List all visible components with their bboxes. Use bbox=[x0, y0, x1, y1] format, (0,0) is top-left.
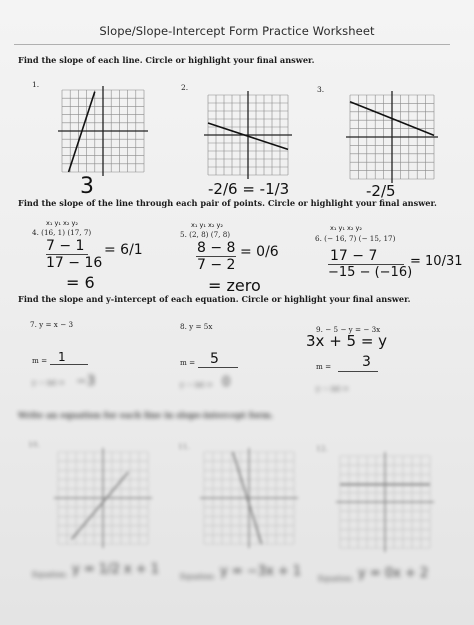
problem-10-number: 10. bbox=[28, 440, 40, 449]
problem-11-number: 11. bbox=[178, 442, 190, 451]
problem-5-number: 5. bbox=[180, 230, 187, 239]
problem-9-yint-label: y − int = bbox=[316, 384, 349, 393]
worksheet-title: Slope/Slope-Intercept Form Practice Worksheet bbox=[99, 24, 375, 38]
problem-7-number: 7. bbox=[30, 320, 37, 329]
problem-10-graph bbox=[58, 452, 148, 544]
problem-5-point-labels: x₁ y₁ x₂ y₂ bbox=[191, 221, 224, 229]
problem-8-equation: y = 5x bbox=[189, 322, 213, 331]
problem-12-equation-label: Equation: bbox=[318, 574, 354, 583]
problem-9-equation: − 5 − y = − 3x bbox=[325, 325, 381, 334]
problem-6-number: 6. bbox=[315, 234, 322, 243]
section1-instruction: Find the slope of each line. Circle or highlight your final answer. bbox=[18, 55, 315, 65]
problem-5-work-denominator: 7 − 2 bbox=[197, 257, 236, 273]
problem-4-prompt bbox=[32, 228, 91, 237]
problem-7-prompt bbox=[30, 320, 73, 329]
problem-8-yint-value: 0 bbox=[222, 375, 231, 390]
problem-5-equals: = 0/6 bbox=[240, 244, 279, 260]
section3-instruction: Find the slope and y-intercept of each equation. Circle or highlight your final answer. bbox=[18, 294, 411, 304]
section4-instruction: Write an equation for each line in slope-intercept form. bbox=[18, 410, 274, 420]
problem-7-yint-label: y − int = bbox=[32, 378, 65, 387]
problem-8-number: 8. bbox=[180, 322, 187, 331]
problem-9-m-value: 3 bbox=[362, 354, 371, 370]
problem-12-graph bbox=[340, 456, 430, 548]
problem-4-point-labels: x₁ y₁ x₂ y₂ bbox=[46, 219, 79, 227]
problem-9-m-label: m = bbox=[316, 362, 332, 371]
problem-11-answer: y = −3x + 1 bbox=[220, 564, 302, 579]
problem-9-m-blank bbox=[338, 371, 378, 372]
problem-5-points: (2, 8) (7, 8) bbox=[189, 230, 231, 239]
problem-8-m-label: m = bbox=[180, 358, 196, 367]
problem-6-points: (− 16, 7) (− 15, 17) bbox=[324, 234, 396, 243]
problem-5-answer: = zero bbox=[208, 276, 261, 295]
problem-1-number: 1. bbox=[32, 80, 40, 89]
problem-5-prompt bbox=[180, 230, 230, 239]
problem-8-prompt bbox=[180, 322, 212, 331]
problem-6-point-labels: x₁ y₁ x₂ y₂ bbox=[330, 224, 363, 232]
problem-4-answer: = 6 bbox=[66, 273, 95, 292]
problem-4-equals: = 6/1 bbox=[104, 242, 143, 258]
problem-1-answer: 3 bbox=[80, 174, 94, 199]
problem-6-answer: = 10/31 bbox=[410, 254, 463, 269]
plotted-line bbox=[69, 92, 95, 172]
section2-instruction: Find the slope of the line through each pair of points. Circle or highlight your final answer. bbox=[18, 198, 437, 208]
problem-10-equation-label: Equation: bbox=[32, 570, 68, 579]
problem-6-work-denominator: −15 − (−16) bbox=[328, 265, 413, 280]
problem-2-number: 2. bbox=[181, 83, 189, 92]
plotted-line bbox=[72, 472, 129, 539]
problem-10-answer: y = 1/2 x + 1 bbox=[72, 562, 160, 577]
problem-8-yint-label: y − int = bbox=[180, 380, 213, 389]
problem-4-points: (16, 1) (17, 7) bbox=[41, 228, 92, 237]
problem-3-answer: -2/5 bbox=[366, 182, 396, 200]
problem-11-graph bbox=[204, 452, 294, 544]
problem-3-number: 3. bbox=[317, 85, 325, 94]
problem-7-m-value: 1 bbox=[58, 350, 66, 364]
title-divider bbox=[14, 44, 450, 45]
problem-4-number: 4. bbox=[32, 228, 39, 237]
problem-7-m-blank bbox=[50, 364, 88, 365]
problem-2-graph bbox=[208, 95, 288, 175]
problem-2-answer: -2/6 = -1/3 bbox=[208, 180, 290, 198]
problem-6-prompt bbox=[315, 234, 395, 243]
problem-12-answer: y = 0x + 2 bbox=[358, 566, 429, 581]
problem-12-number: 12. bbox=[316, 444, 328, 453]
problem-1-graph bbox=[62, 90, 144, 172]
problem-5-work-numerator: 8 − 8 bbox=[197, 240, 236, 256]
problem-7-m-label: m = bbox=[32, 356, 48, 365]
problem-6-work-numerator: 17 − 7 bbox=[330, 248, 378, 264]
problem-4-work-denominator: 17 − 16 bbox=[46, 255, 103, 271]
problem-8-m-blank bbox=[198, 367, 238, 368]
problem-8-m-value: 5 bbox=[210, 351, 219, 367]
problem-9-work: 3x + 5 = y bbox=[306, 332, 388, 350]
problem-7-yint-value: −3 bbox=[76, 374, 96, 389]
problem-3-graph bbox=[350, 95, 434, 179]
problem-9-number: 9. bbox=[316, 325, 323, 334]
problem-4-work-numerator: 7 − 1 bbox=[46, 238, 85, 254]
problem-7-equation: y = x − 3 bbox=[39, 320, 74, 329]
problem-11-equation-label: Equation: bbox=[180, 572, 216, 581]
